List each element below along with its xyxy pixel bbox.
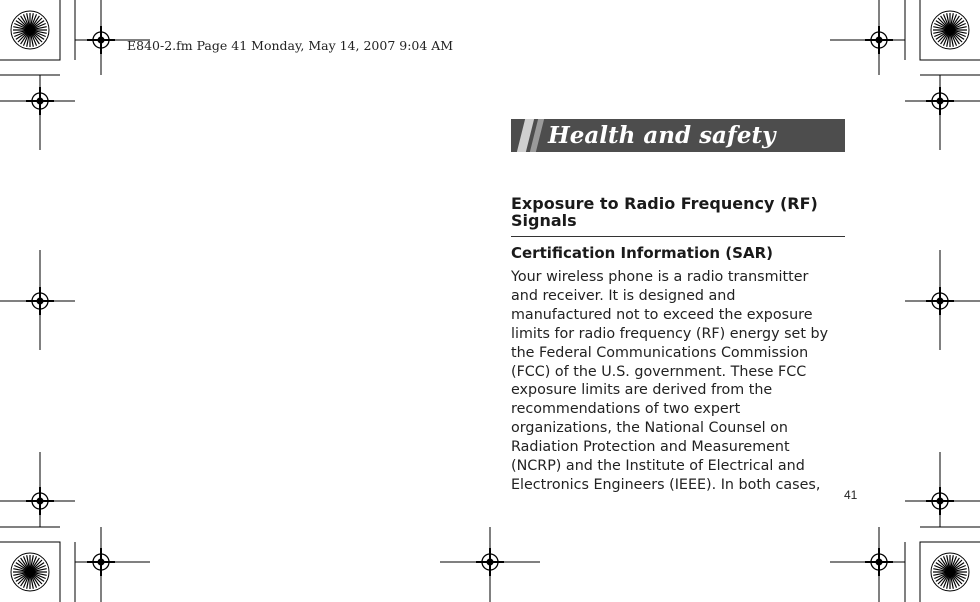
section-heading: Exposure to Radio Frequency (RF) Signals bbox=[511, 194, 818, 230]
registration-mark bbox=[26, 487, 54, 515]
body-line: and receiver. It is designed and bbox=[511, 287, 736, 304]
heading-divider bbox=[511, 236, 845, 237]
star-target-icon bbox=[11, 553, 49, 591]
print-header-line: E840-2.fm Page 41 Monday, May 14, 2007 9:04 AM bbox=[127, 38, 454, 53]
body-paragraph bbox=[511, 268, 845, 495]
registration-mark bbox=[926, 287, 954, 315]
registration-mark bbox=[26, 287, 54, 315]
body-line: Your wireless phone is a radio transmitter bbox=[511, 269, 809, 285]
star-target-icon bbox=[11, 11, 49, 49]
star-target-icon bbox=[931, 553, 969, 591]
body-line: (FCC) of the U.S. government. These FCC bbox=[511, 363, 807, 380]
star-target-icon bbox=[931, 11, 969, 49]
body-line: limits for radio frequency (RF) energy set by bbox=[511, 325, 829, 342]
body-line: Electronics Engineers (IEEE). In both cases, bbox=[511, 476, 821, 493]
registration-mark bbox=[926, 487, 954, 515]
body-line: Radiation Protection and Measurement bbox=[511, 439, 790, 456]
body-line: recommendations of two expert bbox=[511, 401, 741, 418]
registration-mark bbox=[926, 87, 954, 115]
registration-mark bbox=[26, 87, 54, 115]
body-line: the Federal Communications Commission bbox=[511, 344, 809, 361]
body-line: exposure limits are derived from the bbox=[511, 382, 773, 399]
banner-title: Health and safety bbox=[548, 122, 776, 149]
registration-mark bbox=[865, 548, 893, 576]
registration-mark bbox=[476, 548, 504, 576]
body-line: organizations, the National Counsel on bbox=[511, 420, 788, 437]
body-line: (NCRP) and the Institute of Electrical and bbox=[511, 458, 805, 475]
body-line: manufactured not to exceed the exposure bbox=[511, 306, 813, 323]
registration-mark bbox=[87, 548, 115, 576]
section-banner bbox=[511, 119, 845, 152]
subsection-heading: Certification Information (SAR) bbox=[511, 244, 773, 262]
page-number: 41 bbox=[844, 488, 858, 502]
registration-mark bbox=[865, 26, 893, 54]
registration-mark bbox=[87, 26, 115, 54]
